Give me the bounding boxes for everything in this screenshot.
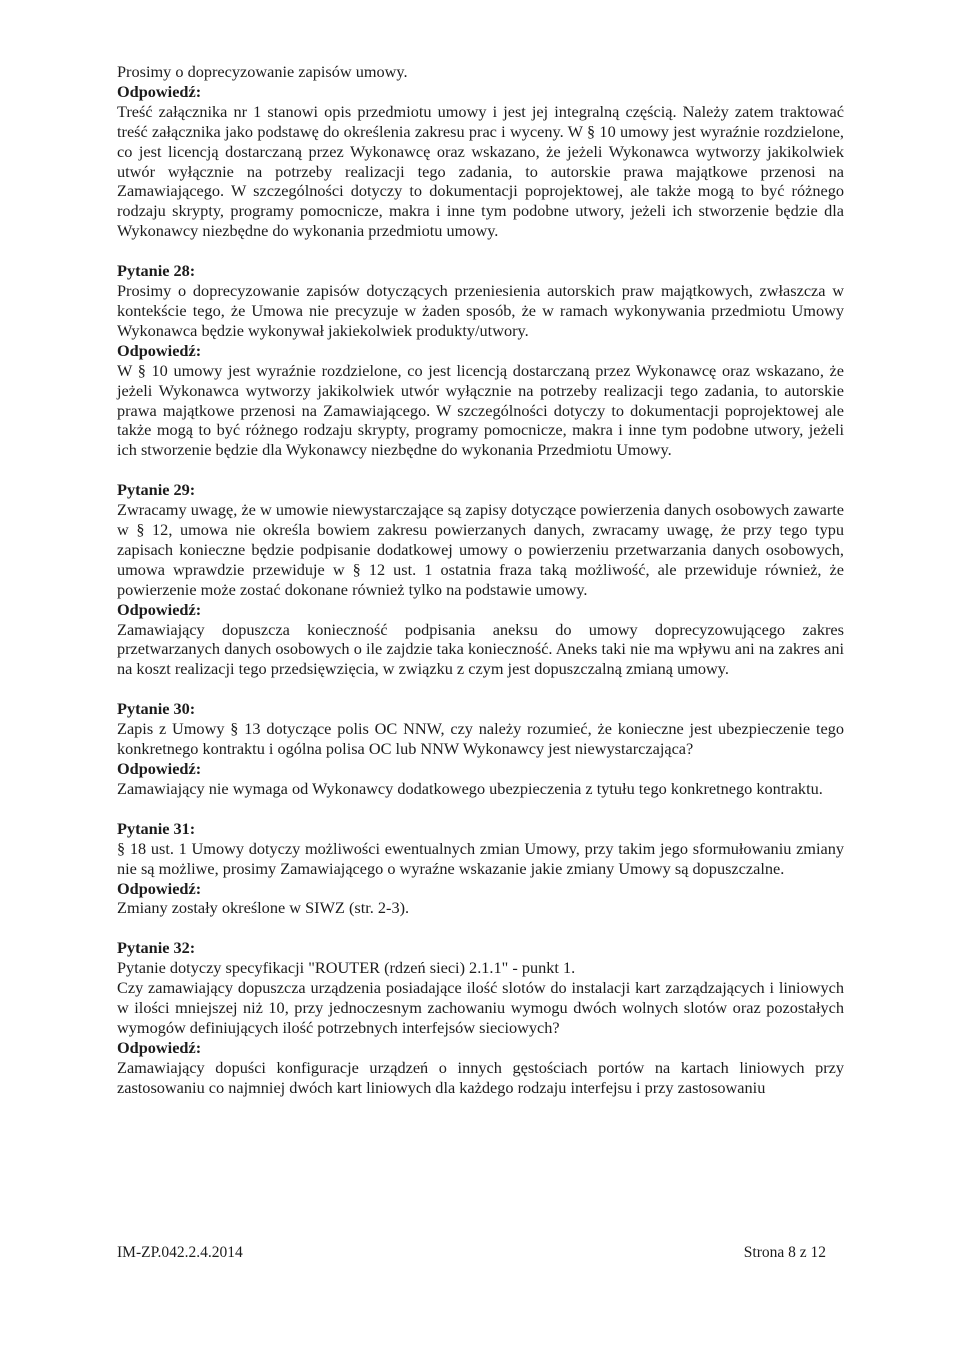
page-number: Strona 8 z 12 (743, 1244, 826, 1261)
question-31-heading: Pytanie 31: (117, 818, 196, 838)
question-text: Prosimy o doprecyzowanie zapisów umowy. (117, 62, 408, 81)
question-28-section (117, 261, 844, 460)
answer-30-text: Zamawiający nie wymaga od Wykonawcy dodatkowego ubezpieczenia z tytułu tego konkretnego kontraktu. (117, 778, 823, 798)
question-31-text: § 18 ust. 1 Umowy dotyczy możliwości ewentualnych zmian Umowy, przy takim jego sformułowaniu zmiany nie są możliwe, prosimy Zamawiającego o wyraźne wskazanie jakie zmiany Umowy są dopuszczalne. (117, 838, 844, 878)
question-31-section (117, 819, 844, 919)
answer-32-heading: Odpowiedź: (117, 1037, 202, 1057)
question-30-text: Zapis z Umowy § 13 dotyczące polis OC NNW, czy należy rozumieć, że konieczne jest ubezpieczenie tego konkretnego kontraktu i ogólna polisa OC lub NNW Wykonawcy jest niewystarczająca? (117, 719, 844, 759)
answer-text: Treść załącznika nr 1 stanowi opis przedmiotu umowy i jest jej integralną częścią. Należy zatem traktować treść załącznika jako podstawę do określenia zakresu prac i wyceny. W § 10 umowy jest wyraźnie rozdzielone, co jest licencją dostarczaną przez Wykonawcę oraz wskazano, że jeżeli Wykonawca wytworzy jakikolwiek utwór wyłącznie na potrzeby realizacji tego zadania, to autorskie prawa majątkowe przenosi na Zamawiającego. W szczególności dotyczy to dokumentacji poprojektowej, ale także mogą to być różnego rodzaju skrypty, programy pomocnicze, makra i inne tym podobne utwory, jeżeli ich stworzenie będzie dla Wykonawcy niezbędne do wykonania przedmiotu umowy. (117, 101, 844, 241)
question-32-text-line2: Czy zamawiający dopuszcza urządzenia posiadające ilość slotów do instalacji kart zarządzających i liniowych w ilości mniejszej niż 10, przy jednoczesnym zachowaniu wymogu dwóch wolnych slotów oraz pozostałych wymogów definiujących ilość potrzebnych interfejsów sieciowych? (117, 978, 844, 1037)
question-29-heading: Pytanie 29: (117, 480, 196, 500)
answer-28-heading: Odpowiedź: (117, 340, 202, 360)
question-29-text: Zwracamy uwagę, że w umowie niewystarczające są zapisy dotyczące powierzenia danych osobowych zawarte w § 12, umowa nie określa bowiem zakresu powierzanych danych, zwracamy uwagę, że przy tego typu zapisach konieczne będzie podpisanie dodatkowej umowy o powierzeniu przetwarzania danych osobowych, umowa wprawdzie przewiduje w § 12 ust. 1 ostatnia fraza taką możliwość, ale przewiduje również, że powierzenie może zostać dokonane również tylko na podstawie umowy. (117, 500, 844, 599)
question-32-heading: Pytanie 32: (117, 938, 196, 958)
answer-32-text: Zamawiający dopuści konfiguracje urządzeń o innych gęstościach portów na kartach liniowych przy zastosowaniu co najmniej dwóch kart liniowych dla każdego rodzaju interfejsu i przy zastosowaniu (117, 1057, 844, 1097)
answer-28-text: W § 10 umowy jest wyraźnie rozdzielone, co jest licencją dostarczaną przez Wykonawcę oraz wskazano, że jeżeli Wykonawca wytworzy jakikolwiek utwór wyłącznie na potrzeby realizacji tego zadania, to autorskie prawa majątkowe przenosi na Zamawiającego. W szczególności dotyczy to dokumentacji poprojektowej ale także mogą to być różnego rodzaju skrypty, programy pomocnicze, makra i inne tym podobne utwory, jeżeli ich stworzenie będzie dla Wykonawcy niezbędne do wykonania Przedmiotu Umowy. (117, 360, 844, 460)
answer-29-heading: Odpowiedź: (117, 599, 202, 619)
document-id: IM-ZP.042.2.4.2014 (117, 1244, 243, 1261)
document-page (117, 62, 844, 1098)
question-32-text-line1: Pytanie dotyczy specyfikacji "ROUTER (rdzeń sieci) 2.1.1" - punkt 1. (117, 958, 576, 978)
question-28-text: Prosimy o doprecyzowanie zapisów dotyczących przeniesienia autorskich praw majątkowych, zwłaszcza w kontekście tego, że Umowa nie precyzuje w żaden sposób, że w ramach wykonywania przedmiotu Umowy Wykonawca będzie wykonywał jakiekolwiek produkty/utwory. (117, 281, 844, 340)
answer-29-text: Zamawiający dopuszcza konieczność podpisania aneksu do umowy doprecyzowującego zakres przetwarzanych danych osobowych o ile zajdzie taka konieczność. Aneks taki nie ma wpływu ani na zakres ani na koszt realizacji tego przedsięwzięcia, w związku z czym jest dopuszczalną zmianą umowy. (117, 619, 844, 679)
intro-section (117, 62, 844, 241)
answer-31-heading: Odpowiedź: (117, 878, 202, 898)
question-29-section (117, 480, 844, 679)
question-32-section (117, 938, 844, 1097)
page-footer (117, 1244, 826, 1262)
answer-31-text: Zmiany zostały określone w SIWZ (str. 2-3). (117, 898, 410, 918)
question-28-heading: Pytanie 28: (117, 261, 196, 281)
answer-heading: Odpowiedź: (117, 81, 202, 101)
answer-30-heading: Odpowiedź: (117, 759, 202, 778)
question-30-section (117, 699, 844, 799)
question-30-heading: Pytanie 30: (117, 699, 196, 719)
